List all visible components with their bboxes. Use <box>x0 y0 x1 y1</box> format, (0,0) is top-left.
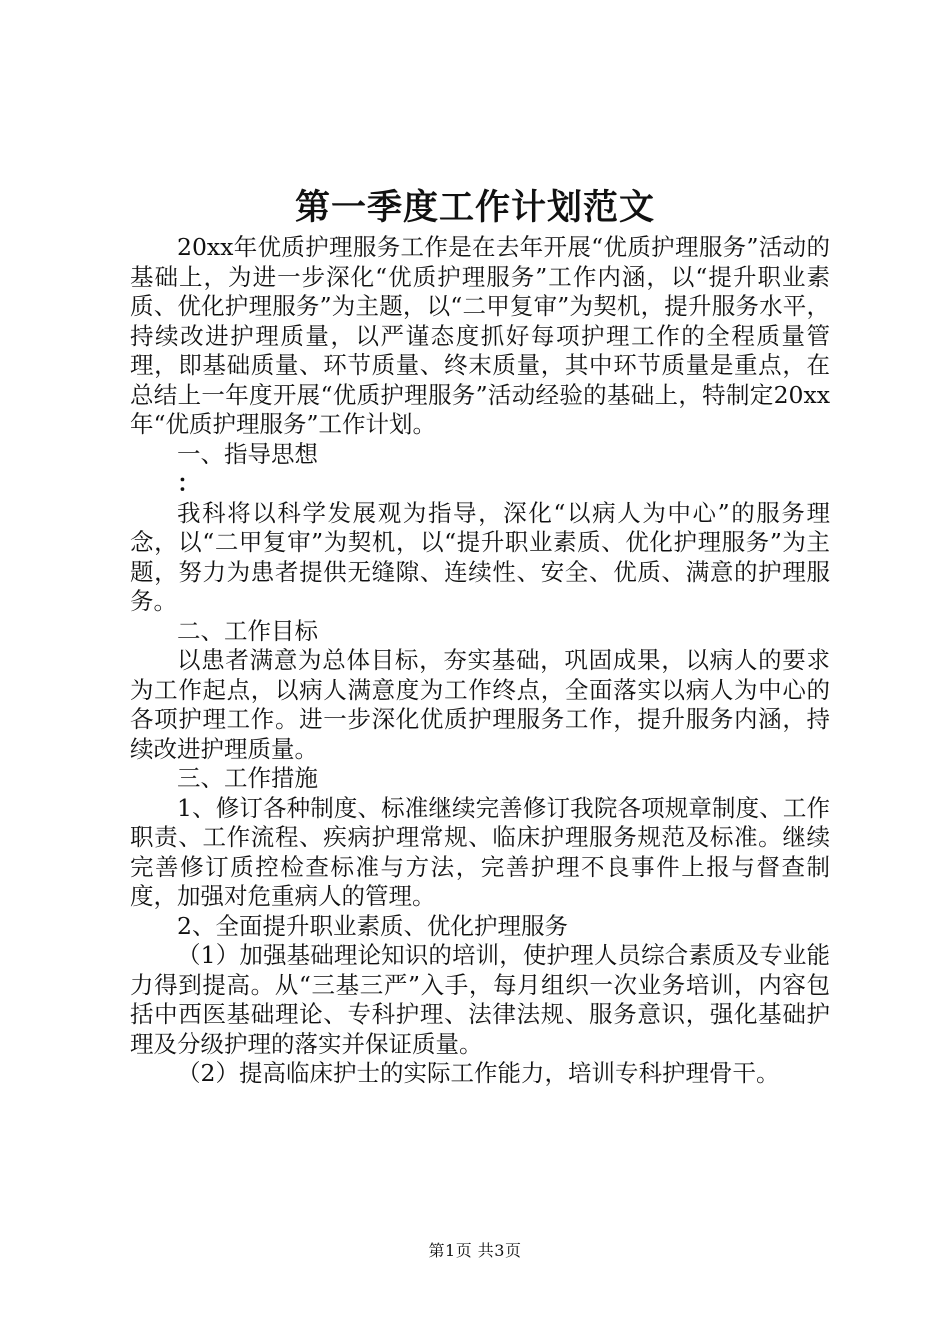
measure-2-item-1: （1）加强基础理论知识的培训，使护理人员综合素质及专业能力得到提高。从“三基三严”入手，每月组织一次业务培训，内容包括中西医基础理论、专科护理、法律法规、服务意识，强化基础护理及分级护理的落实并保证质量。 <box>130 941 830 1058</box>
work-goals-paragraph: 以患者满意为总体目标，夯实基础，巩固成果，以病人的要求为工作起点，以病人满意度为工作终点，全面落实以病人为中心的各项护理工作。进一步深化优质护理服务工作，提升服务内涵，持续改进护理质量。 <box>130 646 830 763</box>
document-body <box>130 233 830 1089</box>
section-heading-work-goals: 二、工作目标 <box>177 616 318 645</box>
section-heading-work-measures: 三、工作措施 <box>177 764 318 792</box>
section-heading-guiding-thought: 一、指导思想 <box>177 439 318 468</box>
document-title: 第一季度工作计划范文 <box>294 187 655 228</box>
measure-2-item-2: （2）提高临床护士的实际工作能力，培训专科护理骨干。 <box>177 1059 780 1087</box>
guiding-thought-paragraph: 我科将以科学发展观为指导，深化“以病人为中心”的服务理念，以“二甲复审”为契机，以“提升职业素质、优化护理服务”为主题，努力为患者提供无缝隙、连续性、安全、优质、满意的护理服务。 <box>130 498 830 615</box>
measure-2-heading: 2、全面提升职业素质、优化护理服务 <box>177 911 568 940</box>
measure-1-paragraph: 1、修订各种制度、标准继续完善修订我院各项规章制度、工作职责、工作流程、疾病护理常规、临床护理服务规范及标准。继续完善修订质控检查标准与方法，完善护理不良事件上报与督查制度，加强对危重病人的管理。 <box>130 793 830 910</box>
page-number-footer: 第1页 共3页 <box>428 1241 522 1260</box>
intro-paragraph: 20xx年优质护理服务工作是在去年开展“优质护理服务”活动的基础上，为进一步深化“优质护理服务”工作内涵，以“提升职业素质、优化护理服务”为主题，以“二甲复审”为契机，提升服务水平，持续改进护理质量，以严谨态度抓好每项护理工作的全程质量管理，即基础质量、环节质量、终末质量，其中环节质量是重点，在总结上一年度开展“优质护理服务”活动经验的基础上，特制定20xx年“优质护理服务”工作计划。 <box>130 233 830 438</box>
colon-line: ： <box>177 469 201 497</box>
